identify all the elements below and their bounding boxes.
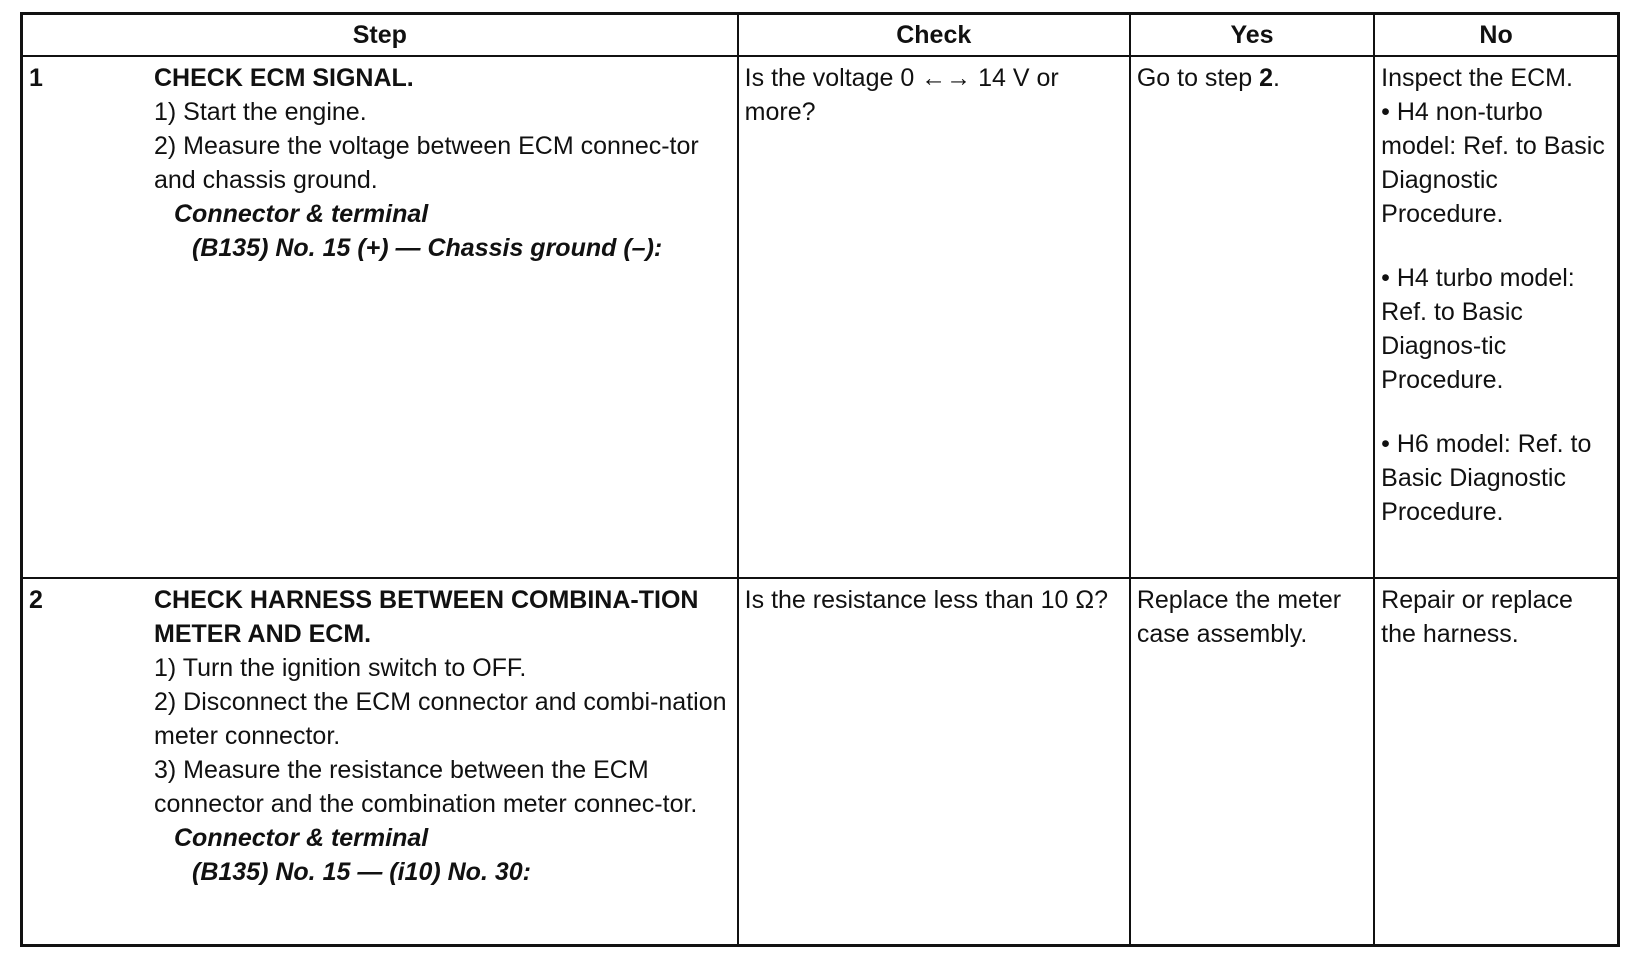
yes-step-link: 2 — [1259, 64, 1274, 92]
table-row — [22, 56, 1619, 578]
instruction: 3) Measure the resistance between the ECM connector and the combination meter connec-tor. — [154, 756, 698, 818]
diagnostic-table — [20, 12, 1620, 947]
step-title: CHECK ECM SIGNAL. — [154, 64, 414, 92]
instruction: 2) Measure the voltage between ECM connec-tor and chassis ground. — [154, 132, 699, 194]
instruction: 1) Start the engine. — [154, 98, 367, 126]
instruction: 1) Turn the ignition switch to OFF. — [154, 654, 527, 682]
no-item: • H4 non-turbo model: Ref. to Basic Diagnostic Procedure. — [1381, 98, 1605, 228]
step-number: 2 — [29, 586, 43, 614]
yes-cell — [1130, 56, 1374, 578]
header-no: No — [1374, 14, 1618, 57]
step-number: 1 — [29, 64, 43, 92]
connector-spec: (B135) No. 15 (+) — Chassis ground (–): — [192, 234, 663, 262]
no-cell: Repair or replace the harness. — [1374, 578, 1618, 946]
no-item: • H4 turbo model: Ref. to Basic Diagnos-tic Procedure. — [1381, 264, 1575, 394]
connector-label: Connector & terminal — [174, 200, 429, 228]
no-item: • H6 model: Ref. to Basic Diagnostic Procedure. — [1381, 430, 1592, 526]
header-yes: Yes — [1130, 14, 1374, 57]
no-intro: Inspect the ECM. — [1381, 64, 1573, 92]
table-row — [22, 578, 1619, 946]
step-title: CHECK HARNESS BETWEEN COMBINA-TION METER AND ECM. — [154, 586, 699, 648]
connector-label: Connector & terminal — [174, 824, 429, 852]
connector-spec: (B135) No. 15 — (i10) No. 30: — [192, 858, 531, 886]
step-cell — [22, 578, 738, 946]
instruction: 2) Disconnect the ECM connector and combi-nation meter connector. — [154, 688, 727, 750]
check-cell: Is the resistance less than 10 Ω? — [738, 578, 1130, 946]
yes-cell: Replace the meter case assembly. — [1130, 578, 1374, 946]
header-step: Step — [22, 14, 738, 57]
yes-prefix: Go to step — [1136, 64, 1260, 92]
header-check: Check — [738, 14, 1130, 57]
check-cell: Is the voltage 0 ←→ 14 V or more? — [738, 56, 1130, 578]
no-cell — [1374, 56, 1618, 578]
header-row — [22, 14, 1619, 57]
step-cell — [22, 56, 738, 578]
yes-suffix: . — [1273, 64, 1280, 92]
